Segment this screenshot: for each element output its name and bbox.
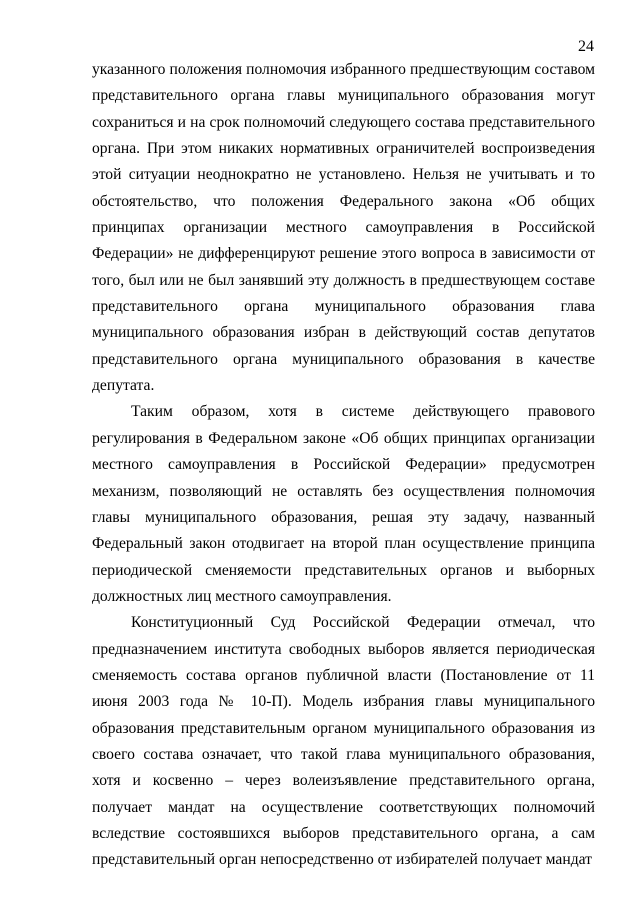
text-line: представительного органа муниципального образования в качестве — [92, 350, 595, 368]
text-line: механизм, позволяющий не оставлять без осуществления полномочия — [92, 482, 595, 500]
text-line: представительный орган непосредственно от избирателей получает мандат — [92, 851, 592, 869]
paragraph — [92, 610, 595, 873]
text-line: Таким образом, хотя в системе действующего правового — [131, 403, 595, 421]
text-line: вследствие состоявшихся выборов представительного органа, а сам — [92, 824, 595, 842]
text-line: того, был или не был занявший эту должность в предшествующем составе — [92, 271, 595, 289]
text-line: представительного органа муниципального образования глава — [92, 298, 595, 316]
text-line: Конституционный Суд Российской Федерации отмечал, что — [131, 614, 595, 632]
text-line: хотя и косвенно – через волеизъявление представительного органа, — [92, 772, 595, 790]
text-line: Федеральный закон отодвигает на второй план осуществление принципа — [92, 535, 595, 553]
text-line: получает мандат на осуществление соответствующих полномочий — [92, 798, 595, 816]
paragraph — [92, 399, 595, 610]
text-line: принципах организации местного самоуправления в Российской — [92, 219, 595, 237]
text-line: депутата. — [92, 377, 155, 395]
text-line: регулирования в Федеральном законе «Об общих принципах организации — [92, 429, 595, 447]
text-line: своего состава означает, что такой глава муниципального образования, — [92, 745, 595, 763]
text-line: обстоятельство, что положения Федерального закона «Об общих — [92, 192, 595, 210]
page-number: 24 — [578, 38, 594, 55]
text-line: этой ситуации неоднократно не установлено. Нельзя не учитывать и то — [92, 166, 595, 184]
text-line: представительного органа главы муниципального образования могут — [92, 87, 595, 105]
text-line: сохраниться и на срок полномочий следующего состава представительного — [92, 113, 595, 131]
text-line: местного самоуправления в Российской Федерации» предусмотрен — [92, 456, 595, 474]
text-line: органа. При этом никаких нормативных ограничителей воспроизведения — [92, 140, 595, 158]
text-line: Федерации» не дифференцируют решение этого вопроса в зависимости от — [92, 245, 595, 263]
body-text — [92, 57, 595, 874]
text-line: муниципального образования избран в действующий состав депутатов — [92, 324, 595, 342]
text-line: июня 2003 года № 10-П). Модель избрания главы муниципального — [92, 693, 595, 711]
text-line: указанного положения полномочия избранного предшествующим составом — [92, 61, 595, 78]
paragraph — [92, 57, 595, 399]
text-line: периодической сменяемости представительных органов и выборных — [92, 561, 595, 579]
text-line: главы муниципального образования, решая эту задачу, названный — [92, 508, 595, 526]
text-line: предназначением института свободных выборов является периодическая — [92, 640, 595, 658]
text-line: образования представительным органом муниципального образования из — [92, 719, 595, 737]
text-line: должностных лиц местного самоуправления. — [92, 587, 392, 605]
text-line: сменяемость состава органов публичной власти (Постановление от 11 — [92, 666, 595, 684]
